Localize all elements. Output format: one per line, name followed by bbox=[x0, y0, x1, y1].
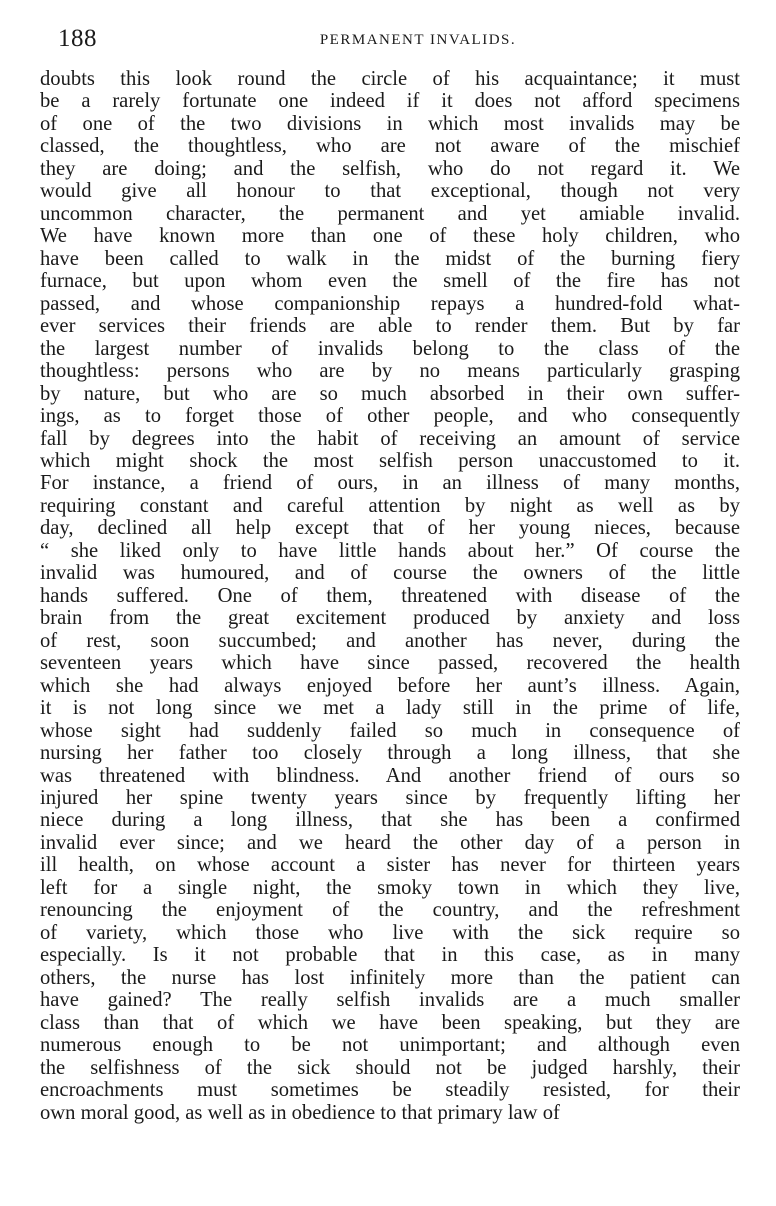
text-line: nursing her father too closely through a long illness, that she bbox=[40, 742, 740, 765]
text-line: niece during a long illness, that she has been a confirmed bbox=[40, 809, 740, 832]
page-header bbox=[58, 24, 738, 54]
text-line: would give all honour to that exceptional, though not very bbox=[40, 180, 740, 203]
text-line: especially. Is it not probable that in this case, as in many bbox=[40, 944, 740, 967]
text-line: which might shock the most selfish person unaccustomed to it. bbox=[40, 449, 740, 472]
text-line: day, declined all help except that of her young nieces, because bbox=[40, 517, 740, 540]
text-line: seventeen years which have since passed, recovered the health bbox=[40, 652, 740, 675]
text-line: For instance, a friend of ours, in an illness of many months, bbox=[40, 472, 740, 495]
text-line: fall by degrees into the habit of receiving an amount of service bbox=[40, 427, 740, 450]
text-line: classed, the thoughtless, who are not aware of the mischief bbox=[40, 135, 740, 158]
text-line: ill health, on whose account a sister has never for thirteen years bbox=[40, 854, 740, 877]
text-line: of rest, soon succumbed; and another has never, during the bbox=[40, 629, 740, 652]
text-line: doubts this look round the circle of his acquaintance; it must bbox=[40, 68, 740, 90]
body-text bbox=[40, 68, 740, 1124]
text-line: numerous enough to be not unimportant; and although even bbox=[40, 1034, 740, 1057]
text-line: uncommon character, the permanent and yet amiable invalid. bbox=[40, 202, 740, 225]
text-line: was threatened with blindness. And another friend of ours so bbox=[40, 764, 740, 787]
text-line: passed, and whose companionship repays a hundred-fold what- bbox=[40, 292, 740, 315]
page-number: 188 bbox=[58, 25, 97, 52]
text-line: ever services their friends are able to render them. But by far bbox=[40, 315, 740, 338]
text-line: the largest number of invalids belong to the class of the bbox=[40, 337, 740, 360]
running-head: PERMANENT INVALIDS. bbox=[319, 32, 517, 48]
text-line: left for a single night, the smoky town in which they live, bbox=[40, 876, 740, 899]
text-line: they are doing; and the selfish, who do not regard it. We bbox=[40, 157, 740, 180]
text-line: invalid was humoured, and of course the owners of the little bbox=[40, 562, 740, 585]
text-line: invalid ever since; and we heard the other day of a person in bbox=[40, 831, 740, 854]
text-line: of variety, which those who live with the sick require so bbox=[40, 921, 740, 944]
text-line: the selfishness of the sick should not be judged harshly, their bbox=[40, 1056, 740, 1079]
text-line: own moral good, as well as in obedience to that primary law of bbox=[40, 1101, 560, 1124]
text-line: requiring constant and careful attention by night as well as by bbox=[40, 494, 740, 517]
text-line: furnace, but upon whom even the smell of the fire has not bbox=[40, 270, 740, 293]
text-line: thoughtless: persons who are by no means particularly grasping bbox=[40, 360, 740, 383]
text-line: whose sight had suddenly failed so much in consequence of bbox=[40, 719, 740, 742]
text-line: which she had always enjoyed before her aunt’s illness. Again, bbox=[40, 674, 740, 697]
text-line: of one of the two divisions in which most invalids may be bbox=[40, 112, 740, 135]
text-line: have gained? The really selfish invalids are a much smaller bbox=[40, 989, 740, 1012]
text-line: injured her spine twenty years since by frequently lifting her bbox=[40, 787, 740, 809]
text-line: renouncing the enjoyment of the country, and the refreshment bbox=[40, 899, 740, 922]
text-line: “ she liked only to have little hands about her.” Of course the bbox=[40, 539, 740, 562]
text-line: by nature, but who are so much absorbed in their own suffer- bbox=[40, 382, 740, 405]
text-line: class than that of which we have been speaking, but they are bbox=[40, 1011, 740, 1034]
text-line: others, the nurse has lost infinitely more than the patient can bbox=[40, 966, 740, 989]
text-line: hands suffered. One of them, threatened with disease of the bbox=[40, 584, 740, 607]
text-line: We have known more than one of these holy children, who bbox=[40, 225, 740, 248]
text-line: ings, as to forget those of other people, and who consequently bbox=[40, 405, 740, 428]
text-line: brain from the great excitement produced by anxiety and loss bbox=[40, 607, 740, 630]
text-line: it is not long since we met a lady still in the prime of life, bbox=[40, 697, 740, 720]
text-line: be a rarely fortunate one indeed if it does not afford specimens bbox=[40, 90, 740, 113]
text-line: have been called to walk in the midst of the burning fiery bbox=[40, 247, 740, 270]
text-line: encroachments must sometimes be steadily resisted, for their bbox=[40, 1079, 740, 1102]
